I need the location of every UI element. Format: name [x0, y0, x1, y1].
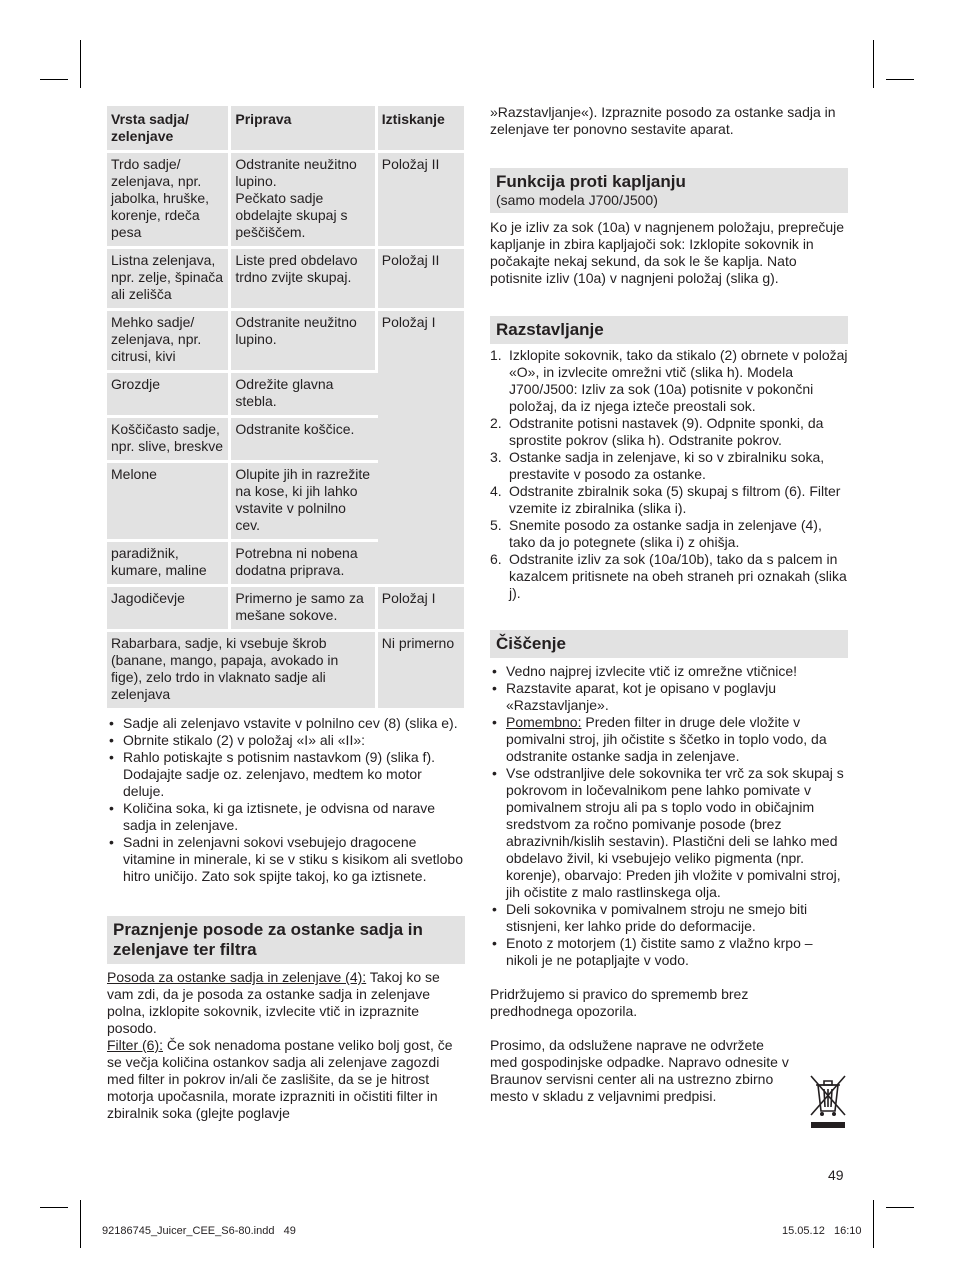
table-header-row	[107, 106, 464, 153]
crop-mark	[40, 1207, 68, 1208]
list-item: • Razstavite aparat, kot je opisano v poglavju «Razstavljanje».	[490, 680, 848, 714]
paragraph	[107, 969, 465, 1037]
list-item: 1. Izklopite sokovnik, tako da stikalo (2) obrnete v položaj «O», in izvlecite omrežni vtič (slika h). Modela J700/J500: Izliv za sok (10a) potisnite v pokončni položaj, da iz njega izteče preostali sok.	[490, 347, 848, 414]
table-row	[107, 153, 464, 249]
table-row	[107, 587, 464, 632]
footer-date-time: 15.05.12 16:10	[782, 1225, 862, 1237]
list-item: • Deli sokovnika v pomivalnem stroju ne smejo biti stisnjeni, ker lahko pride do deformacije.	[490, 901, 848, 935]
list-item: • Sadje ali zelenjavo vstavite v polnilno cev (8) (slika e).	[107, 715, 465, 732]
disassembly-steps	[490, 347, 848, 602]
paragraph	[107, 1037, 465, 1122]
cleaning-bullet-list	[490, 663, 848, 969]
table-cell: Melone	[107, 463, 231, 542]
table-cell: Odrežite glavna stebla.	[231, 373, 377, 418]
list-item: • Sadni in zelenjavni sokovi vsebujejo dragocene vitamine in minerale, ki se v stiku s kisikom ali svetlobo hitro uničijo. Zato sok spijte takoj, ko ga iztisnete.	[107, 834, 465, 885]
table-cell: Trdo sadje/ zelenjava, npr. jabolka, hruške, korenje, rdeča pesa	[107, 153, 231, 249]
crop-mark	[40, 79, 68, 80]
table-cell: Grozdje	[107, 373, 231, 418]
paragraph-text: Če sok nenadoma postane veliko bolj gost, če se večja količina ostankov sadja ali zelenjave zagozdi med filter in pokrov in/ali če zaslišite, da se je hitrost motorja upočasnila, morate izprazniti in očistiti filter in zbiralnik soka (glejte poglavje	[107, 1037, 453, 1121]
crop-mark	[873, 1200, 874, 1248]
table-row	[107, 311, 464, 373]
page-number: 49	[828, 1167, 844, 1183]
table-cell: Koščičasto sadje, npr. slive, breskve	[107, 418, 231, 463]
list-item: • Vedno najprej izvlecite vtič iz omrežne vtičnice!	[490, 663, 848, 680]
table-cell: Položaj II	[378, 153, 464, 249]
paragraph: Ko je izliv za sok (10a) v nagnjenem položaju, preprečuje kapljanje in zbira kapljajoči sok: Izklopite sokovnik in počakajte nekaj sekund, da sok le še kaplja. Nato potisnite izliv (10a) v nagnjeni položaj (slika g).	[490, 219, 845, 286]
table-cell: paradižnik, kumare, maline	[107, 542, 231, 587]
section-heading-emptying: Praznjenje posode za ostanke sadja in zelenjave ter filtra	[107, 916, 465, 964]
crop-mark	[873, 40, 874, 88]
table-row	[107, 632, 464, 708]
table-cell: Mehko sadje/ zelenjava, npr. citrusi, kivi	[107, 311, 231, 373]
list-item: 5. Snemite posodo za ostanke sadja in zelenjave (4), tako da jo potegnete (slika i) z ohišja.	[490, 517, 822, 550]
left-column	[107, 715, 465, 1122]
list-item: • Obrnite stikalo (2) v položaj «I» ali «II»:	[107, 732, 465, 749]
list-item: 4. Odstranite zbiralnik soka (5) skupaj s filtrom (6). Filter vzemite iz zbiralnika (slika i).	[490, 483, 841, 516]
table-cell: Liste pred obdelavo trdno zvijte skupaj.	[231, 249, 377, 311]
table-cell: Odstranite koščice.	[231, 418, 377, 463]
crop-mark	[80, 1200, 81, 1248]
crop-mark	[886, 1207, 914, 1208]
section-subtitle: (samo modela J700/J500)	[496, 192, 658, 208]
usage-bullet-list	[107, 715, 465, 885]
list-item: • Enoto z motorjem (1) čistite samo z vlažno krpo – nikoli je ne potapljajte v vodo.	[490, 935, 848, 969]
paragraph-text: Takoj ko se vam zdi, da je posoda za ostanke sadja in zelenjave polna, izklopite sokovnik, izvlecite vtič in izpraznite posodo.	[107, 969, 440, 1036]
fruit-preparation-table	[107, 106, 464, 708]
list-item: 6. Odstranite izliv za sok (10a/10b), tako da s palcem in kazalcem pritisnete na obeh straneh pri oznakah (slika j).	[490, 551, 847, 601]
footer-file-info: 92186745_Juicer_CEE_S6-80.indd 49	[102, 1225, 296, 1237]
table-cell: Olupite jih in razrežite na kose, ki jih lahko vstavite v polnilno cev.	[231, 463, 377, 542]
table-cell: Odstranite neužitno lupino.	[231, 311, 377, 373]
table-cell: Primerno je samo za mešane sokove.	[231, 587, 377, 632]
list-item: • Rahlo potiskajte s potisnim nastavkom (9) (slika f). Dodajajte sadje oz. zelenjavo, medtem ko motor deluje.	[107, 749, 465, 800]
table-header-juicing: Iztiskanje	[378, 106, 464, 153]
table-cell: Ni primerno	[378, 632, 464, 708]
table-cell: Rabarbara, sadje, ki vsebuje škrob (banane, mango, papaja, avokado in fige), zelo trdo in vlaknato sadje ali zelenjava	[107, 632, 378, 708]
section-title: Funkcija proti kapljanju	[496, 172, 686, 191]
list-item: 2. Odstranite potisni nastavek (9). Odpnite sponki, da sprostite pokrov (slika h). Odstranite pokrov.	[490, 415, 824, 448]
crop-mark	[80, 40, 81, 88]
table-cell: Listna zelenjava, npr. zelje, špinača ali zelišča	[107, 249, 231, 311]
table-cell: Položaj I	[378, 311, 464, 587]
list-item: 3. Ostanke sadja in zelenjave, ki so v zbiralniku soka, prestavite v posodo za ostanke.	[490, 449, 825, 482]
right-column	[490, 104, 848, 1105]
crop-mark	[886, 79, 914, 80]
list-item: • Pomembno: Preden filter in druge dele vložite v pomivalni stroj, jih očistite s ščetko in toplo vodo, da odstranite ostanke sadja in zelenjave.	[490, 714, 848, 765]
section-heading-cleaning: Čiščenje	[490, 630, 848, 658]
paragraph-label: Posoda za ostanke sadja in zelenjave (4):	[107, 969, 367, 985]
table-cell: Položaj I	[378, 587, 464, 632]
table-cell: Potrebna ni nobena dodatna priprava.	[231, 542, 377, 587]
notice-text: Pridržujemo si pravico do sprememb brez predhodnega opozorila.	[490, 986, 749, 1019]
table-row	[107, 249, 464, 311]
table-cell: Jagodičevje	[107, 587, 231, 632]
continued-text: »Razstavljanje«). Izpraznite posodo za ostanke sadja in zelenjave ter ponovno sestavite aparat.	[490, 104, 836, 137]
paragraph-label: Filter (6):	[107, 1037, 163, 1053]
disposal-text: Prosimo, da odslužene naprave ne odvržete med gospodinjske odpadke. Napravo odnesite v Braunov servisni center ali na ustrezno zbirno mesto v skladu z veljavnimi predpisi.	[490, 1037, 789, 1104]
crossed-bin-icon	[808, 1073, 848, 1129]
table-header-type: Vrsta sadja/ zelenjave	[107, 106, 231, 153]
table-header-preparation: Priprava	[231, 106, 377, 153]
table-cell: Položaj II	[378, 249, 464, 311]
list-item: • Vse odstranljive dele sokovnika ter vrč za sok skupaj s pokrovom in ločevalnikom pene lahko pomivate v pomivalnem stroju ali pa s toplo vodo in običajnim sredstvom za ročno pomivanje posode (brez abrazivnih/kislih sestavin). Plastični deli se lahko med obdelavo živil, ki vsebujejo veliko pigmenta (npr. korenje), obarvajo: Preden jih vložite v pomivalni stroj, jih očistite z malo rastlinskega olja.	[490, 765, 848, 901]
section-heading-anti-drip	[490, 168, 848, 213]
table-cell: Odstranite neužitno lupino. Pečkato sadje obdelajte skupaj s peščiščem.	[231, 153, 377, 249]
section-heading-disassembly: Razstavljanje	[490, 316, 848, 344]
list-item: • Količina soka, ki ga iztisnete, je odvisna od narave sadja in zelenjave.	[107, 800, 465, 834]
